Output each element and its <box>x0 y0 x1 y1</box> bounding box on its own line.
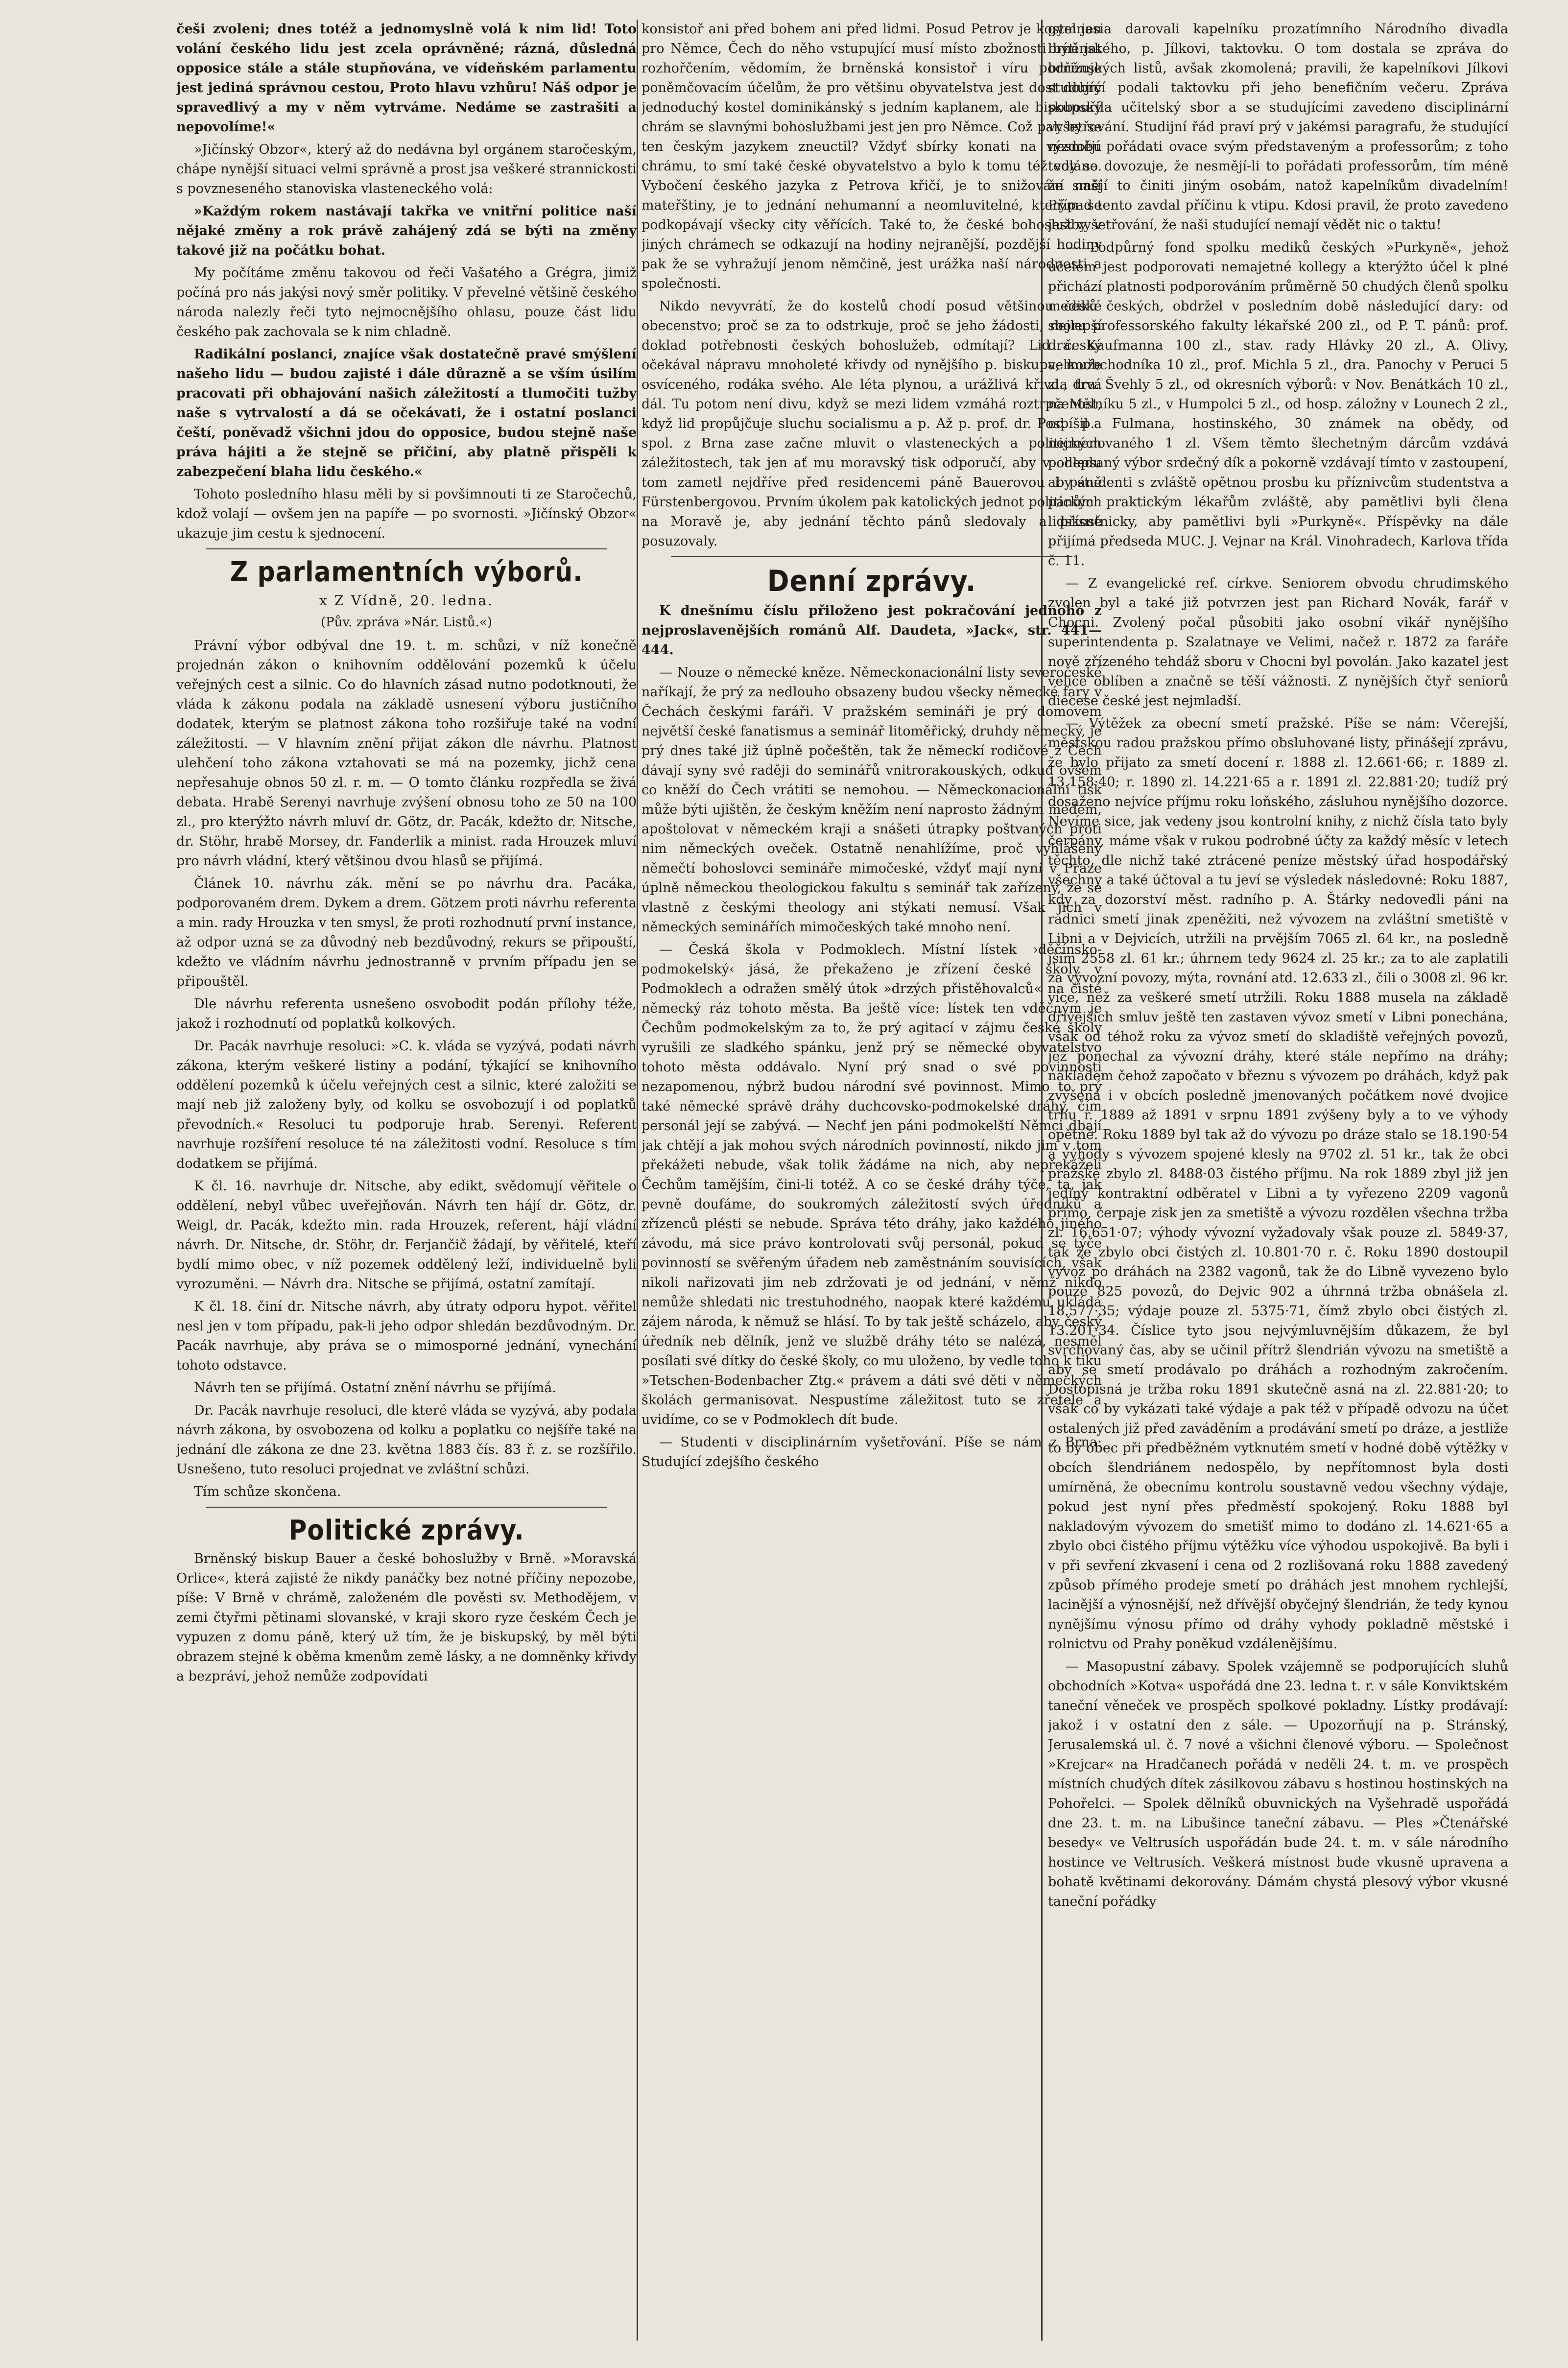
parliament-paragraph: Dr. Pacák navrhuje resoluci, dle které vláda se vyzývá, aby podala návrh zákona, by osvobozena od kolku a poplatku co nejšíře také na jednání dle zákona ze dne 23. května 1883 čís. 83 ř. z. se rozšířilo. Usnešeno, tuto resoluci projednat ve zvláštní schůzi. <box>176 1403 637 1477</box>
article-paragraph: »Jičínský Obzor«, který až do nedávna byl orgánem staročeským, chápe nynější situaci velmi správně a prost jsa veškeré strannickosti s povzneseného stanoviska vlasteneckého volá: <box>176 142 637 196</box>
section-heading-daily-news: Denní zprávy. <box>767 564 976 598</box>
section-divider <box>206 548 607 549</box>
column-1 <box>176 20 637 2341</box>
news-paragraph: — Výtěžek za obecní smetí pražské. Píše se nám: Včerejší, městskou radou pražskou přímo obsluhované listy, přinášejí zprávu, že bylo přijato za smetí docení r. 1888 zl. 12.661·66; r. 1889 zl. 13.158·40; r. 1890 zl. 14.221·65 a r. 1891 zl. 22.881·20; tudíž prý dosaženo nejvíce příjmu roku loňského, zásluhou nynějšího dozorce. Nevíme sice, jak vedeny jsou kontrolní knihy, z nichž čísla tato byly čerpány, máme však v rukou podrobné účty za každý měsíc v letech těchto, dle nichž také ztrácené peníze městský úřad hospodářský všechny a také účtoval a tu jeví se výsledek následovné: Roku 1887, kdy za dozorství měst. radního p. A. Štárky nedovedli páni na radnici smetí jinak zpeněžiti, než vývozem na zvláštní smetiště v Libni a v Dejvicích, utržili na prvějším 7065 zl. 64 kr., na posledně jším 2558 zl. 61 kr.; úhrnem tedy 9624 zl. 25 kr.; za to ale zaplatili za vývozní povozy, mýta, rovnání atd. 12.633 zl., čili o 3008 zl. 96 kr. více, než za veškeré smetí utržili. Roku 1888 musela na základě dřívějších smluv ještě ten zastaven vývoz smetí v Libni ponechána, však od téhož roku za vývoz smetí do skladiště veřejných povozů, jež ponechal za vývozní dráhy, které stále nepřímo na dráhy; nákladem čehož započato v březnu s vývozem po dráhách, když pak zvýšená i v obcích posledně jmenovaných počátkem nové dvojice trhu r. 1889 až 1891 v srpnu 1891 zvýšeny byly a to ve výhody opětně. Roku 1889 byl tak až do vývozu po dráze stalo se 18.190·54 a výhody s vývozem spojené klesly na 9702 zl. 51 kr., tak že obci pražské zbylo zl. 8488·03 čistého příjmu. Na rok 1889 zbyl již jen jediný kontraktní odběratel v Libni a ty vyřezeno 2209 vagonů přímo, čerpaje zisk jen za smetiště a vývozu rozdělen všechna tržba zl. 16.651·07; výhody vývozní vyžadovaly však pouze zl. 5849·37, tak že zbylo obci čistých zl. 10.801·70 r. č. Roku 1890 dostoupil vývoz po dráhách na 2382 vagonů, tak že do Libně vyvezeno bylo pouze 825 povozů, do Dejvic 902 a úhrnná tržba obnášela zl. 18.577·35; výdaje pouze zl. 5375·71, čímž zbylo obci čistých zl. 13.201·34. Číslice tyto jsou nejvýmluvnějším důkazem, že byl svrchovaný čas, aby se učinil přítrž šlendrián vývozu na smetiště a aby se smetí prodávalo po dráhách a rozhodným zakročením. Dostopisná je tržba roku 1891 skutečně asná na zl. 22.881·20; to však co by vykázati také výdaje a pak též v případě odvozu na účet ostalených již před zaváděním a prodávání smetí po dráze, a jestliže to by obec při předběžném vytknutém smetí v hodné době výtěžky v obcích šlendriánem nedospělo, by nepřítomnost byla dosti umírněná, že obecnímu kontrolu soustavně vedou všechny výdaje, pokud jest nyní přes předměstí spokojený. Roku 1888 byl nakladovým vývozem do smetišť mimo to dodáno zl. 14.621·65 a zbylo obci čistého příjmu výtěžku více výhodou uspokojivě. Ba byli i v při sevření zkvasení i cena od 2 rozlišovaná roku 1888 zavedený způsob přímého prodeje smetí po dráhách jest mnohem rychlejší, lacinější a výnosnější, než dřívější obyčejný šlendrián, že tedy kynou nynějšímu výnosu přímo od dráhy vyhody pokladně městské i rolnictvu od Prahy poněkud vzdálenějšímu. <box>1048 716 1508 1652</box>
article-paragraph: Tohoto posledního hlasu měli by si povšimnouti ti ze Staročechů, kdož volají — ovšem jen na papíře — po svornosti. »Jičínský Obzor« ukazuje jim cestu k sjednocení. <box>176 487 637 541</box>
news-paragraph: — Studenti v disciplinárním vyšetřování. Píše se nám z Brna: Studující zdejšího českého <box>641 1435 1102 1469</box>
dateline: x Z Vídně, 20. ledna. <box>319 592 494 609</box>
article-quote: »Každým rokem nastávají takřka ve vnitřní politice naší nějaké změny a rok právě zahájený zdá se býti na změny takové již na počátku bohat. <box>176 204 637 258</box>
news-continuation: gymnasia darovali kapelníku prozatímního Národního divadla brněnského, p. Jílkovi, taktovku. O tom dostala se zpráva do brněnských listů, avšak zkomolená; pravili, že kapelníkovi Jílkovi studující podali taktovku při jeho benefičním večeru. Zpráva pobouřila učitelský sbor a se studujícími zavedeno disciplinární vyšetřování. Studijní řád praví prý v jakémsi paragrafu, že studující nesmějí pořádati ovace svým představeným a professorům; z toho tedy se dovozuje, že nesmějí-li to pořádati professorům, tím méně že smějí to činiti jiným osobám, natož kapelníkům divadelním! Případ tento zavdal příčinu k vtipu. Kdosi pravil, že proto zavedeno jest vyšetřování, že naši studující nemají vědět nic o taktu! <box>1048 22 1508 233</box>
parliament-paragraph: Dle návrhu referenta usnešeno osvobodit podán přílohy téže, jakož i rozhodnutí od poplatků kolkových. <box>176 996 637 1031</box>
parliament-paragraph: Právní výbor odbýval dne 19. t. m. schůzi, v níž konečně projednán zákon o knihovním oddělování pozemků k účelu veřejných cest a silnic. Co do hlavních zásad nutno podotknouti, že vláda k zákonu podala na základě usnesení výboru justičního dodatek, kterým se platnost zákona toho rozšiřuje také na vodní záležitosti. — V hlavním znění přijat zákon dle návrhu. Platnost ulehčení toho zákona vztahovati se má na pozemky, jichž cena nepřesahuje obnos 50 zl. r. m. — O tomto článku rozpředla se živá debata. Hrabě Serenyi navrhuje zvýšení obnosu toho ze 50 na 100 zl., pro kterýžto návrh mluví dr. Götz, dr. Pacák, kdežto dr. Nitsche, dr. Stöhr, hrabě Morsey, dr. Fanderlik a minist. rada Hrouzek mluví pro návrh vládní, který většinou dvou hlasů se přijímá. <box>176 638 637 869</box>
article-continuation: češi zvoleni; dnes totéž a jednomyslně volá k nim lid! Toto volání českého lidu jest zcela oprávněné; rázná, důsledná opposice stále a stále stupňována, ve vídeňském parlamentu jest jediná správnou cestou, Proto hlavu vzhůru! Náš odpor je spravedlivý a my v něm vytrváme. Nedáme se zastrašiti a nepovolíme!« <box>176 22 637 135</box>
article-paragraph: Radikální poslanci, znajíce však dostatečně pravé smýšlení našeho lidu — budou zajisté i dále důrazně a se vším úsilím pracovati při obhajování našich záležitostí a tlumočiti tužby naše s vytrvalostí a dá se očekávati, že i ostatní poslanci čeští, poněvadž všichni jdou do opposice, budou stejně naše práva hájiti a že stejně se přičiní, aby platně přispěli k zabezpečení blaha lidu českého.« <box>176 347 637 479</box>
article-paragraph: My počítáme změnu takovou od řeči Vašatého a Grégra, jimiž počíná pro nás jakýsi nový směr politiky. V převelné většině českého národa nalezly řeči tyto nejmocnějšího ohlasu, pouze část lidu českého pak zachovala se k nim chladně. <box>176 265 637 339</box>
article-continuation: konsistoř ani před bohem ani před lidmi. Posud Petrov je kostel jen pro Němce, Čech do něho vstupující musí místo zbožnosti býti jat rozhořčením, vědomím, že brněnská konsistoř i víru podřizuje poněmčovacím účelům, že pro většinu obyvatelstva jest dost dobrý jednoduchý kostel dominikánský s jedním kaplanem, ale biskupský chrám se slavnými bohoslužbami jest jen pro Němce. Což pak by se ten českým jazykem zneuctil? Vždyť sbírky konati na výzdobu chrámu, to smí také české obyvatelstvo a bylo k tomu též voláno. Vybočení českého jazyka z Petrova křičí, je to snižování naší mateřštiny, je to jednání nehumanní a neomluvitelné, kterým se podkopávají všecky city věřících. Také to, že české bohoslužby v jiných chrámech se odkazují na hodiny nejranější, pozdější hodiny pak že se vyhražují jenom němčině, jest urážka naší národnosti a společnosti. <box>641 22 1102 291</box>
parliament-paragraph: Článek 10. návrhu zák. mění se po návrhu dra. Pacáka, podporovaném drem. Dykem a drem. Götzem proti návrhu referenta a min. rady Hrouzka v ten smysl, že proti rozhodnutí první instance, až odpor uzná se za důvodný neb bezdůvodný, rekurs se připouští, kdežto ve vládním návrhu jednostranně v prvním případu jen se připouštěl. <box>176 876 637 989</box>
news-paragraph: — Z evangelické ref. církve. Seniorem obvodu chrudimského zvolen byl a také již potvrzen jest pan Richard Novák, farář v Chocni. Zvolený počal působiti jako osobní vikář nynějšího superintendenta p. Szalatnaye ve Velimi, načež r. 1872 za faráře nově zřízeného tehdáž sboru v Chocni byl povolán. Jako kazatel jest velice oblíben a značně se těší vážnosti. Z nynějších čtyř seniorů diecese české jest nejmladší. <box>1048 576 1508 709</box>
section-divider <box>206 1507 607 1508</box>
news-paragraph: — Nouze o německé kněze. Německonacionální listy severočeské naříkají, že prý za nedlouho obsazeny budou všecky německé fary v Čechách českými faráři. V pražském semináři je prý domovem největší české fanatismus a seminář litoměřický, druhdy německý, je prý dnes také již úplně počeštěn, tak že německí rodičové z Čech dávají syny své raději do seminářů vnitrorakouských, odkud ovšem co kněží do Čech vrátiti se nemohou. — Německonacionální tisk může býti ujištěn, že českým kněžím není naprosto žádným medem, apoštolovat v německém kraji a snášeti útrapky poštvaných proti nim německých oveček. Ostatně nenahlížíme, proč vyhlášený němečtí bohoslovci semináře mimočeské, vždyť mají nyní v Praze úplně německou theologickou fakultu s seminář tak zařízený, že se vlastně z českými theology ani stýkati nemusí. Však jich v německých seminářích mimočeských také mnoho není. <box>641 665 1102 935</box>
section-heading-parliament: Z parlamentních výborů. <box>230 556 583 588</box>
parliament-paragraph: Dr. Pacák navrhuje resoluci: »C. k. vláda se vyzývá, podati návrh zákona, kterým veškeré listiny a podání, týkající se knihovního oddělení pozemků k účelu veřejných cest a silnic, které založiti se mají neb již založeny byly, od kolku se osvobozují i od poplatků převodních.« Resoluci tu podporuje hrab. Serenyi. Referent navrhuje rozšíření resoluce té na záležitosti vodní. Resoluce s tím dodatkem se přijímá. <box>176 1039 637 1171</box>
parliament-paragraph: Návrh ten se přijímá. Ostatní znění návrhu se přijímá. <box>194 1380 556 1396</box>
section-divider <box>671 556 1072 557</box>
column-2 <box>641 20 1102 2341</box>
article-paragraph: Nikdo nevyvrátí, že do kostelů chodí posud většinou české obecenstvo; proč se za to odstrkuje, proč se jeho žádosti, nejlepší doklad potřebnosti českých bohoslužeb, odmítají? Lid český očekával nápravu mnoholeté křivdy od nynějšího p. biskupa, muže osvíceného, rodáka svého. Ale léta plynou, a urážlivá křivda trvá dál. Tu potom není divu, když se mezi lidem vzmáhá roztrpčenost, když lid propůjčuje sluchu socialismu a p. Až p. prof. dr. Pospíšil a spol. z Brna zase začne mluvit o vlasteneckých a politických záležitostech, tak jen ať mu moravský tisk odporučí, aby v ohledu tom zametl nejdříve před residencemi páně Bauerovou i páně Fürstenbergovou. Prvním úkolem pak katolických jednot politických na Moravě je, aby jednání těchto pánů sledovaly a přísně posuzovaly. <box>641 299 1102 549</box>
source-note: (Pův. zpráva »Nár. Listů.«) <box>321 615 492 630</box>
news-paragraph: — Podpůrný fond spolku mediků českých »Purkyně«, jehož účelem jest podporovati nemajetné kollegy a kterýžto účel k plné přichází platnosti podporováním průměrně 50 chudých členů spolku mediků českých, obdržel v posledním době následující dary: od sboru professorského fakulty lékařské 200 zl., od P. T. pánů: prof. dra. Kaufmanna 100 zl., stav. rady Hlávky 20 zl., A. Olivy, velkoobchodníka 10 zl., prof. Michla 5 zl., dra. Panochy v Peruci 5 zl., dra. Švehly 5 zl., od okresních výborů: v Nov. Benátkách 10 zl., na Mělníku 5 zl., v Humpolci 5 zl., od hosp. záložny v Lounech 2 zl., od p. Fulmana, hostinského, 30 známek na obědy, od nejmenovaného 1 zl. Všem těmto šlechetným dárcům vzdává podepsaný výbor srdečný dík a pokorně vzdávají tímto v zastoupení, aby studenti s zvláště opětnou prosbu ku příznivcům studentstva a pánům praktickým lékařům zvláště, aby pamětlivi byli člena lidskostnicky, aby pamětlivi byli »Purkyně«. Příspěvky na dále přijímá předseda MUC. J. Vejnar na Král. Vinohradech, Karlova třída č. 11. <box>1048 240 1508 568</box>
news-paragraph: K dnešnímu číslu přiloženo jest pokračování jednoho z nejproslavenějších románů Alf. Daudeta, »Jack«, str. 441—444. <box>641 603 1102 658</box>
section-heading-politics: Politické zprávy. <box>288 1515 524 1546</box>
parliament-paragraph: Tím schůze skončena. <box>194 1484 341 1499</box>
column-rule-left <box>637 20 638 2341</box>
column-3 <box>1048 20 1508 2341</box>
news-paragraph: — Česká škola v Podmoklech. Místní lístek ›děčínsko-podmokelský‹ jásá, že překaženo je zřízení české školy v Podmoklech a odražen smělý útok »drzých přistěhovalců« na čisté německý ráz tohoto města. Ba ještě více: lístek ten vděčným je Čechům podmokelským za to, že prý agitací v zájmu české školy vyrušili ze sladkého spánku, jenž prý se německé obyvatelstvo tohoto města oddávalo. Nyní prý snad o své povinnosti nezapomenou, nýbrž budou národní své povinnost. Mimo to prý také německé správě dráhy duchcovsko-podmokelské dráhy, čím personál její se zabývá. — Nechť jen páni podmokelští Němci dbají jak chtějí a jak mohou svých národních povinností, nikdo jim v tom překážeti nebude, však tolik žádáme na nich, aby nepřekáželi Čechům tamějším, čini-li totéž. A co se české dráhy týče, ta, jak pevně doufáme, do soukromých záležitostí svých úředníků a zřízenců plésti se nebude. Správa této dráhy, jako každého jiného závodu, má sice právo kontrolovati svůj personál, pokud se týče povinností se svěřeným úřadem neb zaměstnáním souvisících, však nikoli nařizovati jim neb zdržovati je od jednání, v němž nikdo nemůže shledati nic trestuhodného, naopak které každému ukládá zájem národa, k němuž se hlásí. To by tak ještě scházelo, aby český úředník neb dělník, jenž ve službě dráhy této se nalézá, nesměl posílati své dítky do české školy, co mu uloženo, by vedle toho k tiku »Tetschen-Bodenbacher Ztg.« právem a dáti své děti v německých školách germanisovat. Nespustíme záležitost tuto se zřetele a uvidíme, co se v Podmoklech dít bude. <box>641 942 1102 1427</box>
news-paragraph: — Masopustní zábavy. Spolek vzájemně se podporujících sluhů obchodních »Kotva« uspořádá dne 23. ledna t. r. v sále Konviktském taneční věneček ve prospěch spolkové pokladny. Lístky prodávají: jakož i v ostatní den z sále. — Upozorňují na p. Stránský, Jerusalemská ul. č. 7 nové a všichni členové výboru. — Společnost »Krejcar« na Hradčanech pořádá v neděli 24. t. m. ve prospěch místních chudých dítek zásilkovou zábavu s hostinou hostinských na Pohořelci. — Spolek dělníků obuvnických na Vyšehradě uspořádá dne 23. t. m. na Libušince taneční zábavu. — Ples »Čtenářské besedy« ve Veltrusích uspořádán bude 24. t. m. v sále národního hostince ve Veltrusích. Veškerá místnost bude vkusně upravena a bohatě květinami dekorovány. Dámám chystá plesový výbor vkusné taneční pořádky <box>1048 1659 1508 1909</box>
parliament-paragraph: K čl. 16. navrhuje dr. Nitsche, aby edikt, svědomují věřitele o oddělení, nebyl vůbec uveřejňován. Návrh ten hájí dr. Götz, dr. Weigl, dr. Pacák, kdežto min. rada Hrouzek, referent, hájí vládní návrh. Dr. Nitsche, dr. Stöhr, dr. Ferjančič žádají, by věřitelé, kteří bydlí mimo obec, v níž pozemek oddělený leží, individuelně byli vyrozuměni. — Návrh dra. Nitsche se přijímá, ostatní zamítají. <box>176 1179 637 1292</box>
parliament-paragraph: K čl. 18. činí dr. Nitsche návrh, aby útraty odporu hypot. věřitel nesl jen v tom případu, pak-li jeho odpor shledán bezdůvodným. Dr. Pacák navrhuje, aby práva se o mimosporné jednání, vynechání tohoto odstavce. <box>176 1299 637 1373</box>
politics-paragraph: Brněnský biskup Bauer a české bohoslužby v Brně. »Moravská Orlice«, která zajisté že nikdy panáčky bez notné příčiny nepozobe, píše: V Brně v chrámě, založeném dle pověsti sv. Methodějem, v zemi čtyřmi pětinami slovanské, v kraji skoro ryze českém Čech je vypuzen z domu páně, který už tím, že je biskupský, by měl býti obrazem stejné k oběma kmenům země lásky, a ne domněnky křivdy a bezpráví, jehož nemůže zodpovídati <box>176 1551 637 1684</box>
